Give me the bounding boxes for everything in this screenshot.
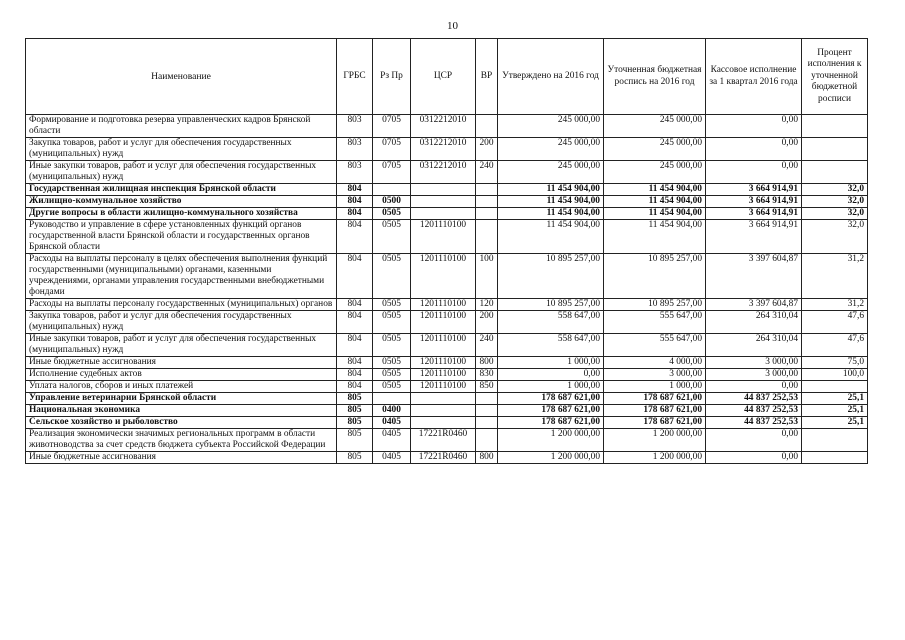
cell-csr	[411, 196, 476, 208]
table-row	[26, 299, 868, 311]
cell-refined: 3 000,00	[604, 369, 706, 381]
header-approved: Утверждено на 2016 год	[498, 39, 604, 115]
cell-cash: 0,00	[706, 161, 802, 184]
cell-percent: 47,6	[802, 311, 868, 334]
table-row	[26, 452, 868, 464]
header-cash: Кассовое исполнение за 1 квартал 2016 года	[706, 39, 802, 115]
cell-approved: 178 687 621,00	[498, 405, 604, 417]
cell-refined: 11 454 904,00	[604, 220, 706, 254]
cell-percent: 31,2	[802, 254, 868, 299]
cell-percent	[802, 452, 868, 464]
cell-grbs: 804	[337, 299, 373, 311]
cell-rzpr: 0705	[373, 115, 411, 138]
cell-grbs: 804	[337, 334, 373, 357]
cell-rzpr: 0505	[373, 334, 411, 357]
cell-vr: 830	[476, 369, 498, 381]
cell-cash: 0,00	[706, 115, 802, 138]
cell-refined: 555 647,00	[604, 311, 706, 334]
cell-cash: 3 000,00	[706, 369, 802, 381]
cell-vr: 200	[476, 138, 498, 161]
cell-percent: 25,1	[802, 417, 868, 429]
cell-rzpr: 0505	[373, 254, 411, 299]
cell-csr: 1201110100	[411, 220, 476, 254]
cell-approved: 245 000,00	[498, 138, 604, 161]
cell-percent: 75,0	[802, 357, 868, 369]
cell-percent: 100,0	[802, 369, 868, 381]
cell-percent: 25,1	[802, 405, 868, 417]
cell-refined: 11 454 904,00	[604, 208, 706, 220]
cell-grbs: 804	[337, 196, 373, 208]
cell-vr	[476, 393, 498, 405]
cell-refined: 11 454 904,00	[604, 196, 706, 208]
cell-rzpr: 0405	[373, 429, 411, 452]
cell-grbs: 803	[337, 138, 373, 161]
cell-approved: 1 200 000,00	[498, 429, 604, 452]
cell-refined: 178 687 621,00	[604, 405, 706, 417]
cell-approved: 11 454 904,00	[498, 220, 604, 254]
table-row	[26, 429, 868, 452]
table-row	[26, 161, 868, 184]
table-row	[26, 196, 868, 208]
table-row	[26, 254, 868, 299]
table-row	[26, 417, 868, 429]
cell-rzpr: 0505	[373, 357, 411, 369]
cell-grbs: 805	[337, 393, 373, 405]
cell-name: Расходы на выплаты персоналу государственных (муниципальных) органов	[26, 299, 337, 311]
cell-name: Иные закупки товаров, работ и услуг для обеспечения государственных (муниципальных) нужд	[26, 161, 337, 184]
cell-grbs: 805	[337, 405, 373, 417]
cell-cash: 0,00	[706, 138, 802, 161]
cell-vr	[476, 208, 498, 220]
cell-name: Иные бюджетные ассигнования	[26, 452, 337, 464]
header-vr: ВР	[476, 39, 498, 115]
cell-percent	[802, 138, 868, 161]
cell-rzpr: 0505	[373, 220, 411, 254]
cell-approved: 558 647,00	[498, 311, 604, 334]
cell-grbs: 803	[337, 115, 373, 138]
cell-rzpr: 0500	[373, 196, 411, 208]
cell-grbs: 805	[337, 452, 373, 464]
cell-refined: 1 200 000,00	[604, 429, 706, 452]
cell-percent	[802, 381, 868, 393]
cell-csr	[411, 184, 476, 196]
cell-vr: 200	[476, 311, 498, 334]
cell-vr: 240	[476, 161, 498, 184]
table-row	[26, 381, 868, 393]
cell-csr	[411, 208, 476, 220]
cell-grbs: 804	[337, 381, 373, 393]
cell-vr: 800	[476, 452, 498, 464]
table-row	[26, 220, 868, 254]
cell-csr	[411, 393, 476, 405]
cell-percent: 32,0	[802, 184, 868, 196]
cell-refined: 4 000,00	[604, 357, 706, 369]
cell-vr: 800	[476, 357, 498, 369]
cell-csr: 17221R0460	[411, 452, 476, 464]
cell-vr	[476, 429, 498, 452]
cell-name: Сельское хозяйство и рыболовство	[26, 417, 337, 429]
cell-name: Уплата налогов, сборов и иных платежей	[26, 381, 337, 393]
cell-grbs: 805	[337, 417, 373, 429]
cell-rzpr: 0405	[373, 417, 411, 429]
cell-approved: 11 454 904,00	[498, 208, 604, 220]
table-row	[26, 138, 868, 161]
cell-name: Закупка товаров, работ и услуг для обеспечения государственных (муниципальных) нужд	[26, 311, 337, 334]
header-rzpr: Рз Пр	[373, 39, 411, 115]
table-row	[26, 115, 868, 138]
cell-approved: 1 000,00	[498, 357, 604, 369]
cell-rzpr: 0705	[373, 161, 411, 184]
table-row	[26, 405, 868, 417]
cell-name: Реализация экономически значимых региональных программ в области животноводства за счет средств бюджета субъекта Российской Федерации	[26, 429, 337, 452]
cell-vr	[476, 405, 498, 417]
cell-percent: 32,0	[802, 208, 868, 220]
cell-grbs: 804	[337, 254, 373, 299]
cell-csr: 1201110100	[411, 357, 476, 369]
cell-rzpr	[373, 184, 411, 196]
cell-csr: 1201110100	[411, 299, 476, 311]
cell-percent	[802, 429, 868, 452]
cell-cash: 3 664 914,91	[706, 184, 802, 196]
cell-refined: 178 687 621,00	[604, 393, 706, 405]
cell-vr	[476, 220, 498, 254]
cell-rzpr: 0505	[373, 311, 411, 334]
cell-approved: 245 000,00	[498, 115, 604, 138]
cell-vr	[476, 184, 498, 196]
cell-percent	[802, 161, 868, 184]
cell-cash: 3 664 914,91	[706, 220, 802, 254]
cell-percent: 47,6	[802, 334, 868, 357]
cell-grbs: 804	[337, 220, 373, 254]
cell-vr	[476, 196, 498, 208]
cell-refined: 10 895 257,00	[604, 299, 706, 311]
header-refined: Уточненная бюджетная роспись на 2016 год	[604, 39, 706, 115]
cell-rzpr: 0505	[373, 299, 411, 311]
cell-name: Иные бюджетные ассигнования	[26, 357, 337, 369]
cell-percent	[802, 115, 868, 138]
cell-grbs: 804	[337, 357, 373, 369]
cell-approved: 10 895 257,00	[498, 254, 604, 299]
cell-approved: 558 647,00	[498, 334, 604, 357]
cell-cash: 0,00	[706, 381, 802, 393]
cell-refined: 1 000,00	[604, 381, 706, 393]
header-csr: ЦСР	[411, 39, 476, 115]
cell-name: Исполнение судебных актов	[26, 369, 337, 381]
cell-percent: 25,1	[802, 393, 868, 405]
cell-refined: 245 000,00	[604, 138, 706, 161]
table-body	[26, 115, 868, 464]
page-number: 10	[447, 20, 458, 32]
cell-grbs: 804	[337, 208, 373, 220]
cell-refined: 1 200 000,00	[604, 452, 706, 464]
cell-approved: 11 454 904,00	[498, 184, 604, 196]
cell-vr: 100	[476, 254, 498, 299]
cell-grbs: 804	[337, 184, 373, 196]
cell-cash: 44 837 252,53	[706, 417, 802, 429]
cell-cash: 3 664 914,91	[706, 196, 802, 208]
cell-percent: 32,0	[802, 196, 868, 208]
budget-execution-table	[25, 38, 868, 464]
cell-grbs: 804	[337, 311, 373, 334]
cell-grbs: 804	[337, 369, 373, 381]
cell-cash: 3 664 914,91	[706, 208, 802, 220]
cell-name: Закупка товаров, работ и услуг для обеспечения государственных (муниципальных) нужд	[26, 138, 337, 161]
table-row	[26, 357, 868, 369]
cell-approved: 178 687 621,00	[498, 393, 604, 405]
cell-name: Управление ветеринарии Брянской области	[26, 393, 337, 405]
cell-vr: 850	[476, 381, 498, 393]
cell-refined: 245 000,00	[604, 115, 706, 138]
cell-refined: 245 000,00	[604, 161, 706, 184]
cell-csr: 0312212010	[411, 138, 476, 161]
cell-refined: 10 895 257,00	[604, 254, 706, 299]
cell-percent: 31,2	[802, 299, 868, 311]
cell-vr	[476, 417, 498, 429]
cell-name: Руководство и управление в сфере установленных функций органов государственной власти Брянской области и государственных органов Брянской области	[26, 220, 337, 254]
cell-csr: 1201110100	[411, 254, 476, 299]
cell-name: Государственная жилищная инспекция Брянской области	[26, 184, 337, 196]
cell-cash: 3 000,00	[706, 357, 802, 369]
cell-vr: 240	[476, 334, 498, 357]
cell-name: Жилищно-коммунальное хозяйство	[26, 196, 337, 208]
cell-rzpr: 0400	[373, 405, 411, 417]
cell-name: Другие вопросы в области жилищно-коммунального хозяйства	[26, 208, 337, 220]
cell-cash: 44 837 252,53	[706, 393, 802, 405]
cell-approved: 10 895 257,00	[498, 299, 604, 311]
cell-approved: 11 454 904,00	[498, 196, 604, 208]
cell-name: Иные закупки товаров, работ и услуг для обеспечения государственных (муниципальных) нужд	[26, 334, 337, 357]
cell-csr: 1201110100	[411, 311, 476, 334]
cell-vr: 120	[476, 299, 498, 311]
cell-csr	[411, 417, 476, 429]
cell-grbs: 805	[337, 429, 373, 452]
cell-grbs: 803	[337, 161, 373, 184]
cell-csr	[411, 405, 476, 417]
cell-cash: 0,00	[706, 429, 802, 452]
cell-cash: 3 397 604,87	[706, 299, 802, 311]
cell-cash: 264 310,04	[706, 311, 802, 334]
cell-rzpr: 0705	[373, 138, 411, 161]
table-row	[26, 311, 868, 334]
cell-csr: 1201110100	[411, 369, 476, 381]
cell-refined: 178 687 621,00	[604, 417, 706, 429]
table-header-row	[26, 39, 868, 115]
cell-rzpr: 0505	[373, 369, 411, 381]
header-name: Наименование	[26, 39, 337, 115]
cell-refined: 555 647,00	[604, 334, 706, 357]
table-row	[26, 369, 868, 381]
cell-rzpr: 0505	[373, 381, 411, 393]
cell-name: Национальная экономика	[26, 405, 337, 417]
cell-cash: 0,00	[706, 452, 802, 464]
cell-approved: 1 000,00	[498, 381, 604, 393]
cell-cash: 264 310,04	[706, 334, 802, 357]
table-row	[26, 334, 868, 357]
cell-csr: 0312212010	[411, 115, 476, 138]
cell-approved: 178 687 621,00	[498, 417, 604, 429]
cell-cash: 3 397 604,87	[706, 254, 802, 299]
header-grbs: ГРБС	[337, 39, 373, 115]
cell-rzpr: 0505	[373, 208, 411, 220]
cell-csr: 17221R0460	[411, 429, 476, 452]
cell-vr	[476, 115, 498, 138]
header-percent: Процент исполнения к уточненной бюджетной росписи	[802, 39, 868, 115]
cell-name: Формирование и подготовка резерва управленческих кадров Брянской области	[26, 115, 337, 138]
cell-cash: 44 837 252,53	[706, 405, 802, 417]
cell-name: Расходы на выплаты персоналу в целях обеспечения выполнения функций государственными (муниципальными) органами, казенными учреждениями, органами управления государственными внебюджетными фондами	[26, 254, 337, 299]
cell-approved: 245 000,00	[498, 161, 604, 184]
cell-refined: 11 454 904,00	[604, 184, 706, 196]
cell-percent: 32,0	[802, 220, 868, 254]
cell-rzpr: 0405	[373, 452, 411, 464]
cell-csr: 1201110100	[411, 334, 476, 357]
cell-approved: 0,00	[498, 369, 604, 381]
cell-approved: 1 200 000,00	[498, 452, 604, 464]
cell-csr: 1201110100	[411, 381, 476, 393]
table-row	[26, 393, 868, 405]
table-row	[26, 184, 868, 196]
cell-rzpr	[373, 393, 411, 405]
table-row	[26, 208, 868, 220]
cell-csr: 0312212010	[411, 161, 476, 184]
